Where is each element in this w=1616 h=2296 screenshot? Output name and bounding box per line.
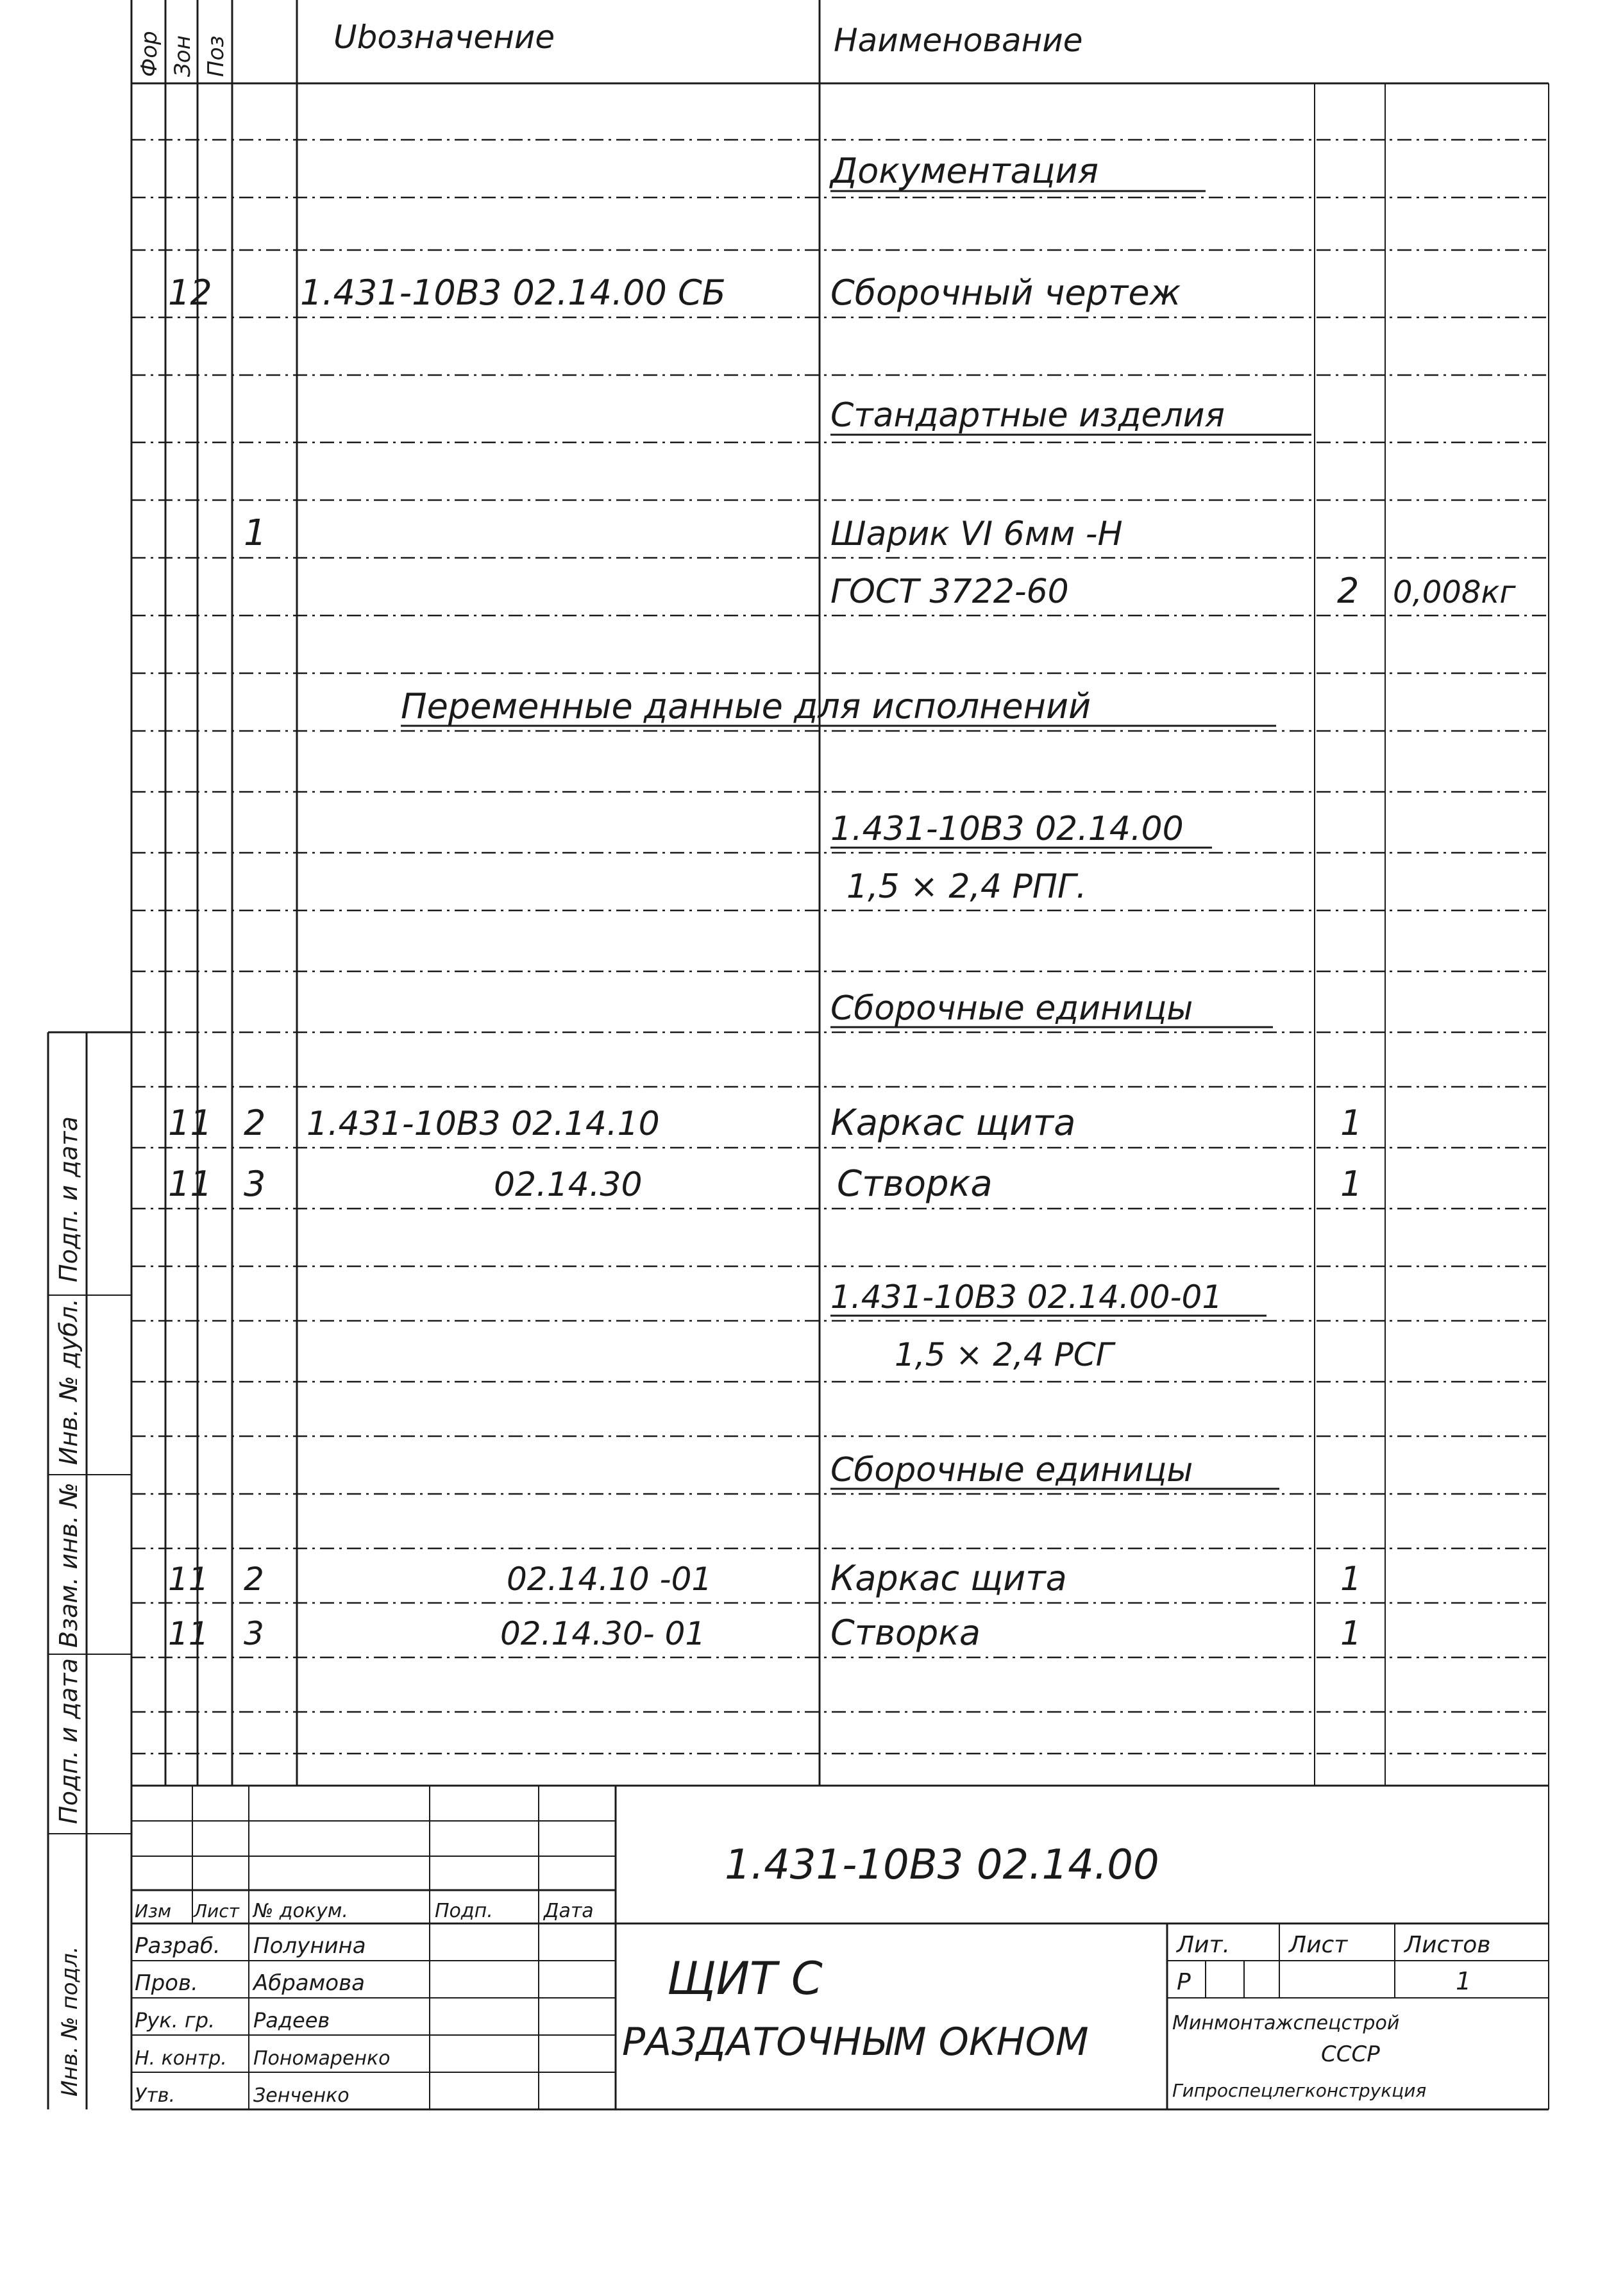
col-doc: № докум. bbox=[253, 1900, 348, 1922]
name-ruk: Радеев bbox=[253, 2008, 330, 2032]
var1-size: 1,5 × 2,4 РПГ. bbox=[846, 867, 1087, 906]
org-line3: Гипроспецлегконструкция bbox=[1172, 2080, 1427, 2101]
r2-name: Створка bbox=[837, 1163, 993, 1205]
r4-format: 11 bbox=[168, 1615, 209, 1652]
header-format: Фор bbox=[137, 31, 162, 77]
r1-qty: 1 bbox=[1340, 1103, 1363, 1143]
column-lines bbox=[165, 0, 1385, 1786]
var2-code: 1.431-10В3 02.14.00-01 bbox=[830, 1278, 1223, 1316]
col-izm: Изм bbox=[135, 1900, 171, 1922]
row-lines bbox=[131, 140, 1549, 1786]
ball-name: Шарик VI 6мм -Н bbox=[830, 515, 1123, 553]
name-razrab: Полунина bbox=[253, 1933, 366, 1959]
r3-format: 11 bbox=[168, 1561, 209, 1598]
side-podp-data-1: Подп. и дата bbox=[55, 1116, 83, 1282]
ball-note: 0,008кг bbox=[1393, 574, 1516, 610]
role-ruk: Рук. гр. bbox=[135, 2008, 215, 2032]
r3-code: 02.14.10 -01 bbox=[507, 1561, 712, 1598]
r4-name: Створка bbox=[830, 1613, 981, 1653]
ball-qty: 2 bbox=[1337, 571, 1359, 611]
sheets-label: Листов bbox=[1404, 1932, 1491, 1958]
assembly-format: 12 bbox=[168, 272, 212, 313]
header-name: Наименование bbox=[834, 22, 1083, 59]
r2-pos: 3 bbox=[244, 1164, 266, 1204]
name-utv: Зенченко bbox=[253, 2084, 349, 2107]
side-stamp bbox=[48, 1032, 131, 2109]
title-block bbox=[131, 1786, 1549, 2109]
r3-name: Каркас щита bbox=[830, 1558, 1067, 1598]
doc-code: 1.431-10В3 02.14.00 bbox=[725, 1841, 1159, 1889]
col-date: Дата bbox=[544, 1900, 594, 1922]
title-line2: РАЗДАТОЧНЫМ ОКНОМ bbox=[622, 2020, 1089, 2065]
var2-size: 1,5 × 2,4 РСГ bbox=[895, 1336, 1114, 1373]
r4-pos: 3 bbox=[244, 1615, 264, 1652]
role-prov: Пров. bbox=[135, 1970, 198, 1996]
units1-heading: Сборочные единицы bbox=[830, 989, 1193, 1028]
side-vzam-inv: Взам. инв. № bbox=[55, 1482, 83, 1648]
assembly-code: 1.431-10В3 02.14.00 СБ bbox=[300, 272, 726, 313]
lit-value: Р bbox=[1177, 1969, 1191, 1995]
header-designation: Ubозначение bbox=[333, 19, 555, 56]
r3-pos: 2 bbox=[244, 1561, 264, 1598]
header-pos: Поз bbox=[203, 35, 229, 77]
r4-code: 02.14.30- 01 bbox=[500, 1615, 706, 1652]
table-header bbox=[131, 19, 1549, 83]
variable-heading: Переменные данные для исполнений bbox=[401, 686, 1091, 726]
role-nkontr: Н. контр. bbox=[135, 2047, 227, 2070]
ball-gost: ГОСТ 3722-60 bbox=[830, 573, 1069, 611]
r1-name: Каркас щита bbox=[830, 1102, 1076, 1144]
sheets-value: 1 bbox=[1456, 1967, 1472, 1995]
assembly-name: Сборочный чертеж bbox=[830, 272, 1181, 313]
role-razrab: Разраб. bbox=[135, 1933, 221, 1959]
std-heading: Стандартные изделия bbox=[830, 396, 1225, 435]
r3-qty: 1 bbox=[1340, 1560, 1362, 1598]
r1-code: 1.431-10В3 02.14.10 bbox=[307, 1105, 660, 1143]
docs-heading: Документация bbox=[830, 151, 1098, 191]
side-inv-podl: Инв. № подл. bbox=[57, 1946, 83, 2097]
side-podp-data-2: Подп. и дата bbox=[55, 1658, 83, 1824]
r1-format: 11 bbox=[168, 1103, 212, 1143]
ball-pos: 1 bbox=[244, 512, 267, 554]
name-nkontr: Пономаренко bbox=[253, 2047, 391, 2070]
var1-code: 1.431-10В3 02.14.00 bbox=[830, 810, 1184, 848]
side-inv-dubl: Инв. № дубл. bbox=[55, 1298, 83, 1465]
title-line1: ЩИТ С bbox=[667, 1952, 823, 2005]
r2-code: 02.14.30 bbox=[494, 1166, 643, 1204]
role-utv: Утв. bbox=[135, 2084, 175, 2107]
r2-format: 11 bbox=[168, 1164, 212, 1204]
org-line2: СССР bbox=[1321, 2041, 1380, 2067]
name-prov: Абрамова bbox=[253, 1970, 365, 1996]
org-line1: Минмонтажспецстрой bbox=[1172, 2012, 1400, 2034]
col-list: Лист bbox=[194, 1900, 239, 1922]
r4-qty: 1 bbox=[1340, 1614, 1362, 1653]
r2-qty: 1 bbox=[1340, 1164, 1363, 1204]
r1-pos: 2 bbox=[244, 1103, 266, 1143]
units2-heading: Сборочные единицы bbox=[830, 1451, 1193, 1489]
header-zone: Зон bbox=[170, 35, 196, 77]
sheet-label: Лист bbox=[1289, 1932, 1348, 1958]
sheet-frame bbox=[131, 0, 1549, 2109]
col-sign: Подп. bbox=[435, 1900, 493, 1922]
lit-label: Лит. bbox=[1177, 1932, 1230, 1958]
